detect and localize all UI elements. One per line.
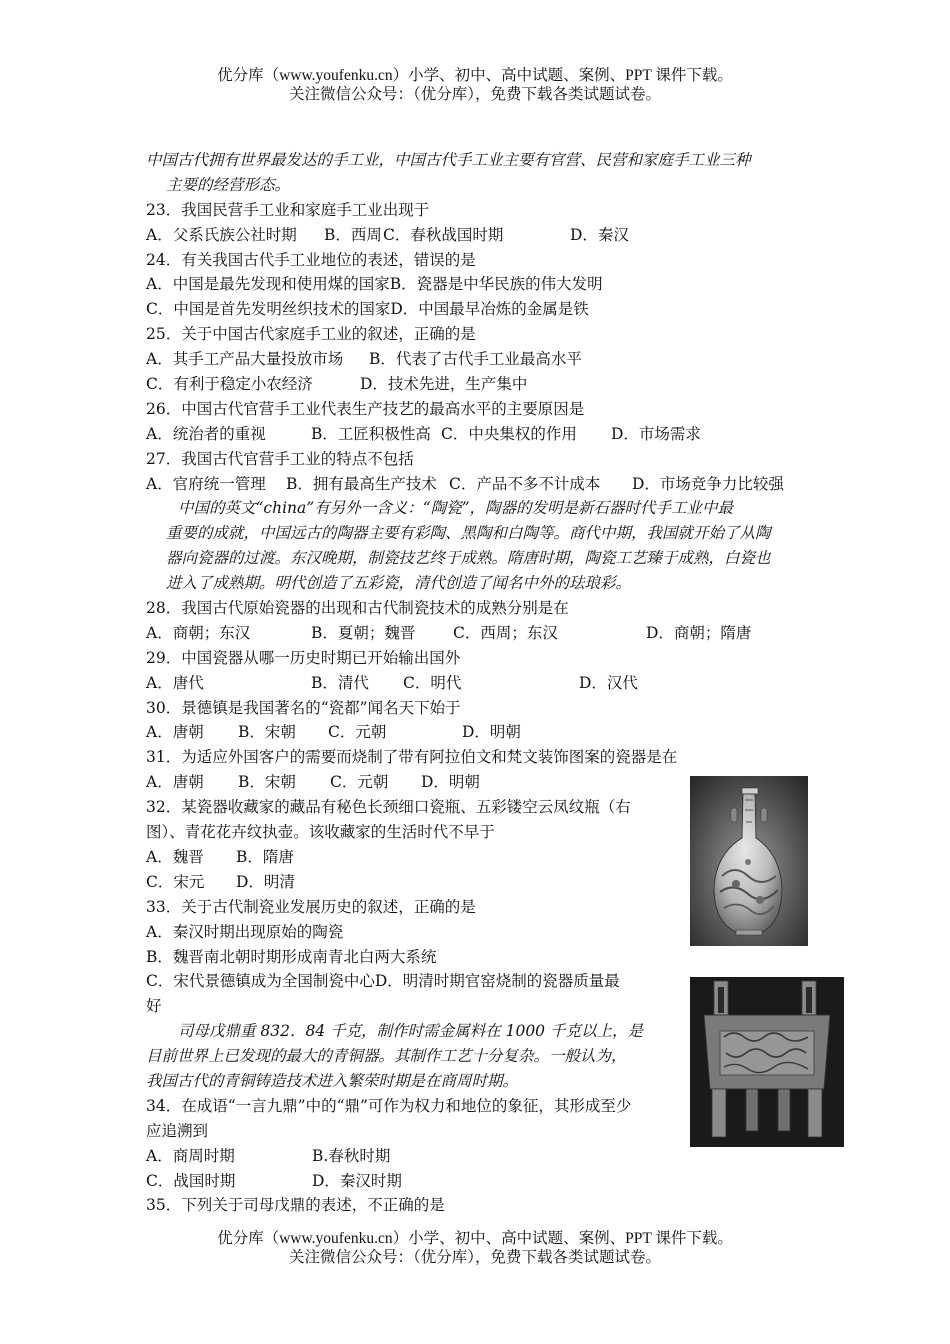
question-25-options-ab [146,347,810,372]
question-24-options-cd [146,297,810,322]
option-d: D．汉代 [579,673,638,692]
option-b: B．夏朝；魏晋 [311,623,416,642]
question-26-options [146,422,810,447]
intro-passage-bronze-cont: 我国古代的青铜铸造技术进入繁荣时期是在商周时期。 [146,1071,519,1090]
page-header [0,66,950,104]
option-c: C．战国时期 [146,1171,236,1190]
option-a: A．统治者的重视 [146,424,266,443]
option-d: D．明朝 [421,773,480,792]
option-a: A．其手工产品大量投放市场 [146,350,344,369]
option-a: A．中国是最先发现和使用煤的国家 [146,275,390,294]
question-34-options-ab [146,1144,810,1169]
header-line-1: 优分库（www.youfenku.cn）小学、初中、高中试题、案例、PPT 课件下载。 [217,67,733,84]
page-footer [0,1229,950,1267]
question-31-stem: 31．为适应外国客户的需要而烧制了带有阿拉伯文和梵文装饰图案的瓷器是在 [146,748,678,767]
option-b: B．工匠积极性高 [311,424,431,443]
porcelain-vase-photo [690,776,808,946]
question-32-stem: 32．某瓷器收藏家的藏品有秘色长颈细口瓷瓶、五彩镂空云凤纹瓶（右 [146,798,631,817]
footer-line-2: 关注微信公众号：（优分库），免费下载各类试题试卷。 [288,1249,661,1266]
option-d: D．商朝；隋唐 [646,623,752,642]
option-a: A．商周时期 [146,1146,235,1165]
question-26-stem: 26．中国古代官营手工业代表生产技艺的最高水平的主要原因是 [146,399,585,418]
option-d: D．明清时期官窑烧制的瓷器质量最 [374,972,620,991]
option-c: C．产品不多不计成本 [449,474,601,493]
question-29-options [146,671,810,696]
question-25-stem: 25．关于中国古代家庭手工业的叙述，正确的是 [146,325,476,344]
option-d: D．明朝 [462,723,521,742]
header-line-2: 关注微信公众号：（优分库），免费下载各类试题试卷。 [288,86,661,103]
intro-passage-handicraft-cont: 主要的经营形态。 [166,175,291,194]
option-b: B．西周 [324,225,382,244]
intro-passage-bronze: 司母戊鼎重 832．84 千克，制作时需金属料在 1000 千克以上，是 [178,1022,643,1041]
question-30-options [146,720,810,745]
option-a: A．父系氏族公社时期 [146,225,297,244]
question-23-stem: 23．我国民营手工业和家庭手工业出现于 [146,200,430,219]
question-24-stem: 24．有关我国古代手工业地位的表述，错误的是 [146,250,476,269]
question-24-options-ab [146,272,810,297]
option-b: B．魏晋南北朝时期形成南青北白两大系统 [146,947,437,966]
option-d: D．秦汉 [570,225,629,244]
option-b: B．瓷器是中华民族的伟大发明 [389,275,603,294]
option-b: B．拥有最高生产技术 [286,474,437,493]
option-a: A．唐朝 [146,723,204,742]
option-b: B．清代 [311,673,369,692]
bronze-ding-photo [690,977,844,1147]
option-b: B．宋朝 [238,773,296,792]
question-35-stem: 35．下列关于司母戊鼎的表述，不正确的是 [146,1196,445,1215]
option-c: C．明代 [403,673,462,692]
option-a: A．商朝；东汉 [146,623,251,642]
option-c: C．西周；东汉 [453,623,558,642]
option-a: A．唐朝 [146,773,204,792]
option-c: C．宋代景德镇成为全国制瓷中心 [146,972,375,991]
option-c: C．有利于稳定小农经济 [146,375,313,394]
intro-passage-handicraft: 中国古代拥有世界最发达的手工业，中国古代手工业主要有官营、民营和家庭手工业三种 [146,151,751,169]
option-a: A．唐代 [146,673,204,692]
intro-passage-ceramics-cont: 进入了成熟期。明代创造了五彩瓷，清代创造了闻名中外的珐琅彩。 [166,574,632,593]
option-d: D．中国最早冶炼的金属是铁 [390,300,589,319]
option-d: D．明清 [236,872,295,891]
question-28-stem: 28．我国古代原始瓷器的出现和古代制瓷技术的成熟分别是在 [146,599,569,618]
question-25-options-cd [146,372,810,397]
question-27-stem: 27．我国古代官营手工业的特点不包括 [146,449,414,468]
intro-passage-bronze-cont: 目前世界上已发现的最大的青铜器。其制作工艺十分复杂。一般认为， [146,1047,627,1066]
intro-passage-ceramics-cont: 重要的成就，中国远古的陶器主要有彩陶、黑陶和白陶等。商代中期，我国就开始了从陶 [166,524,771,543]
option-c: C．中央集权的作用 [441,424,577,443]
intro-passage-ceramics-cont: 器向瓷器的过渡。东汉晚期，制瓷技艺终于成熟。隋唐时期，陶瓷工艺臻于成熟，白瓷也 [166,549,771,568]
question-34-options-cd [146,1169,810,1194]
option-b: B.春秋时期 [312,1146,391,1165]
question-28-options [146,621,810,646]
option-c: C．元朝 [328,723,387,742]
option-d: D．市场需求 [611,424,701,443]
question-34-stem-cont: 应追溯到 [146,1121,209,1140]
option-d: D．市场竞争力比较强 [632,474,784,493]
option-c: C．元朝 [330,773,389,792]
option-d: D．秦汉时期 [312,1171,402,1190]
option-c: C．春秋战国时期 [383,225,504,244]
question-30-stem: 30．景德镇是我国著名的“瓷都”闻名天下始于 [146,698,461,717]
question-34-stem: 34．在成语“一言九鼎”中的“鼎”可作为权力和地位的象征，其形成至少 [146,1096,632,1115]
option-d: D．技术先进，生产集中 [360,375,528,394]
question-29-stem: 29．中国瓷器从哪一历史时期已开始输出国外 [146,648,461,667]
option-a: A．秦汉时期出现原始的陶瓷 [146,922,344,941]
option-b: B．宋朝 [238,723,296,742]
option-c: C．中国是首先发明丝织技术的国家 [146,300,391,319]
option-a: A．魏晋 [146,847,204,866]
footer-line-1: 优分库（www.youfenku.cn）小学、初中、高中试题、案例、PPT 课件下载。 [217,1230,733,1247]
option-b: B．隋唐 [236,847,294,866]
question-33-stem: 33．关于古代制瓷业发展历史的叙述，正确的是 [146,897,476,916]
question-27-options [146,472,810,497]
option-a: A．官府统一管理 [146,474,266,493]
option-c: C．宋元 [146,872,205,891]
option-b: B．代表了古代手工业最高水平 [369,350,582,369]
intro-passage-ceramics: 中国的英文“china”有另外一含义：“陶瓷”，陶器的发明是新石器时代手工业中最 [178,499,734,518]
question-32-stem-cont: 图）、青花花卉纹执壶。该收藏家的生活时代不早于 [146,823,495,842]
option-d-cont: 好 [146,997,162,1016]
question-23-options [146,223,810,248]
